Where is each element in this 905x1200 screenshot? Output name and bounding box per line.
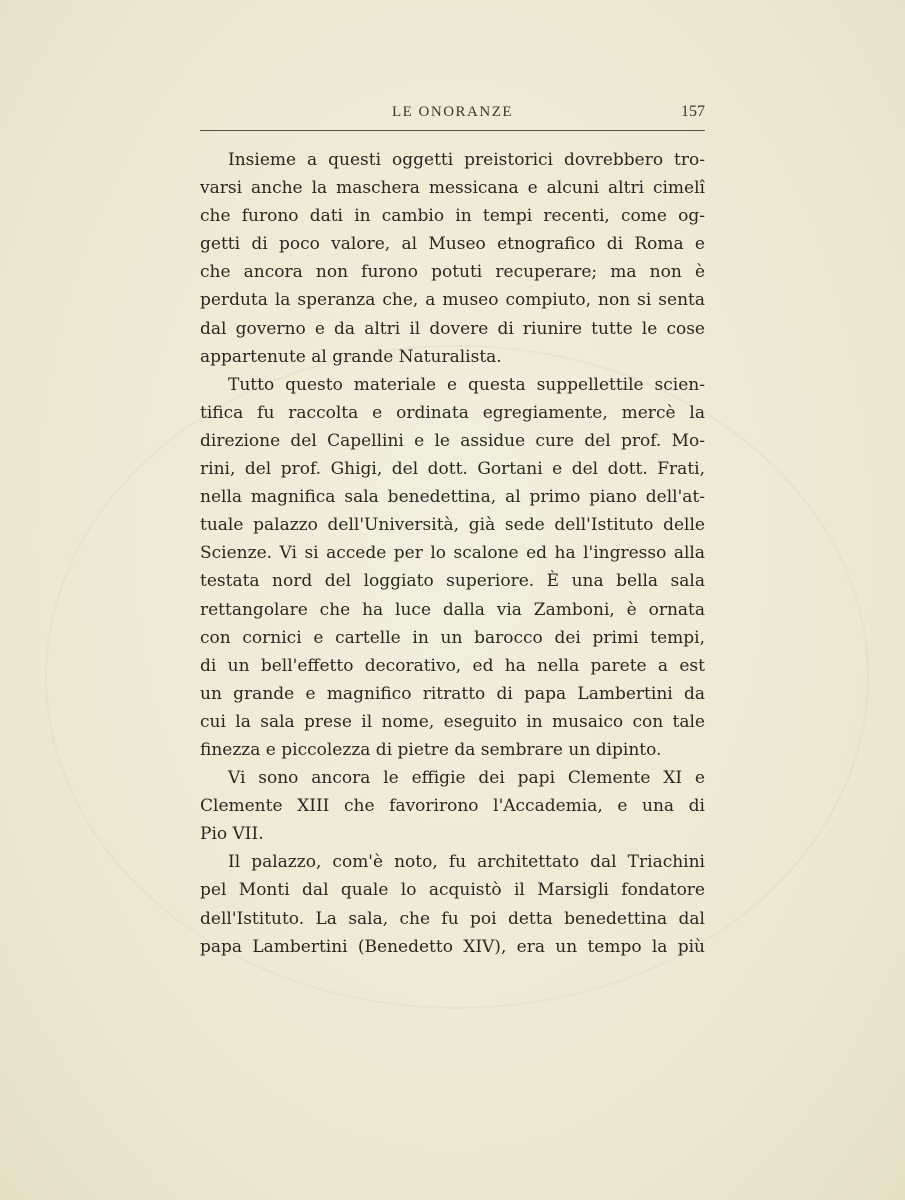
text-line: getti di poco valore, al Museo etnografico di Roma e [200,234,705,255]
text-line: dell'Istituto. La sala, che fu poi detta benedettina dal [200,908,705,929]
text-line: perduta la speranza che, a museo compiuto, non si senta [200,290,705,311]
text-line: Pio VII. [200,824,264,845]
body-text [200,146,705,961]
text-line: rettangolare che ha luce dalla via Zamboni, è ornata [200,599,705,620]
text-line: Scienze. Vi si accede per lo scalone ed ha l'ingresso alla [200,543,705,564]
text-line: pel Monti dal quale lo acquistò il Marsigli fondatore [200,880,705,901]
text-line: che furono dati in cambio in tempi recenti, come og- [200,206,705,227]
text-line: appartenute al grande Naturalista. [200,346,502,367]
text-line: Tutto questo materiale e questa suppellettile scien- [228,374,705,395]
text-line: direzione del Capellini e le assidue cure del prof. Mo- [200,430,705,451]
text-line: Clemente XIII che favorirono l'Accademia, e una di [200,796,705,817]
text-line: finezza e piccolezza di pietre da sembrare un dipinto. [200,739,662,760]
text-line: rini, del prof. Ghigi, del dott. Gortani e del dott. Frati, [200,459,705,480]
text-line: con cornici e cartelle in un barocco dei primi tempi, [200,627,705,648]
text-line: un grande e magnifico ritratto di papa Lambertini da [200,683,705,704]
text-line: testata nord del loggiato superiore. È una bella sala [200,571,705,592]
text-line: tifica fu raccolta e ordinata egregiamente, mercè la [200,402,705,423]
text-line: tuale palazzo dell'Università, già sede dell'Istituto delle [200,515,705,536]
page-number: 157 [681,103,705,120]
text-line: nella magnifica sala benedettina, al primo piano dell'at- [200,487,705,508]
text-line: cui la sala prese il nome, eseguito in musaico con tale [200,711,705,732]
text-line: dal governo e da altri il dovere di riunire tutte le cose [200,318,705,339]
text-line: di un bell'effetto decorativo, ed ha nella parete a est [200,655,705,676]
text-line: varsi anche la maschera messicana e alcuni altri cimelî [200,178,705,199]
text-line: che ancora non furono potuti recuperare; ma non è [200,262,705,283]
text-line: Il palazzo, com'è noto, fu architettato dal Triachini [228,852,705,873]
running-header [200,100,705,131]
running-title: LE ONORANZE [391,104,514,120]
text-line: Insieme a questi oggetti preistorici dovrebbero tro- [228,150,705,170]
text-line: papa Lambertini (Benedetto XIV), era un tempo la più [200,936,705,957]
text-line: Vi sono ancora le effigie dei papi Clemente XI e [228,768,705,789]
